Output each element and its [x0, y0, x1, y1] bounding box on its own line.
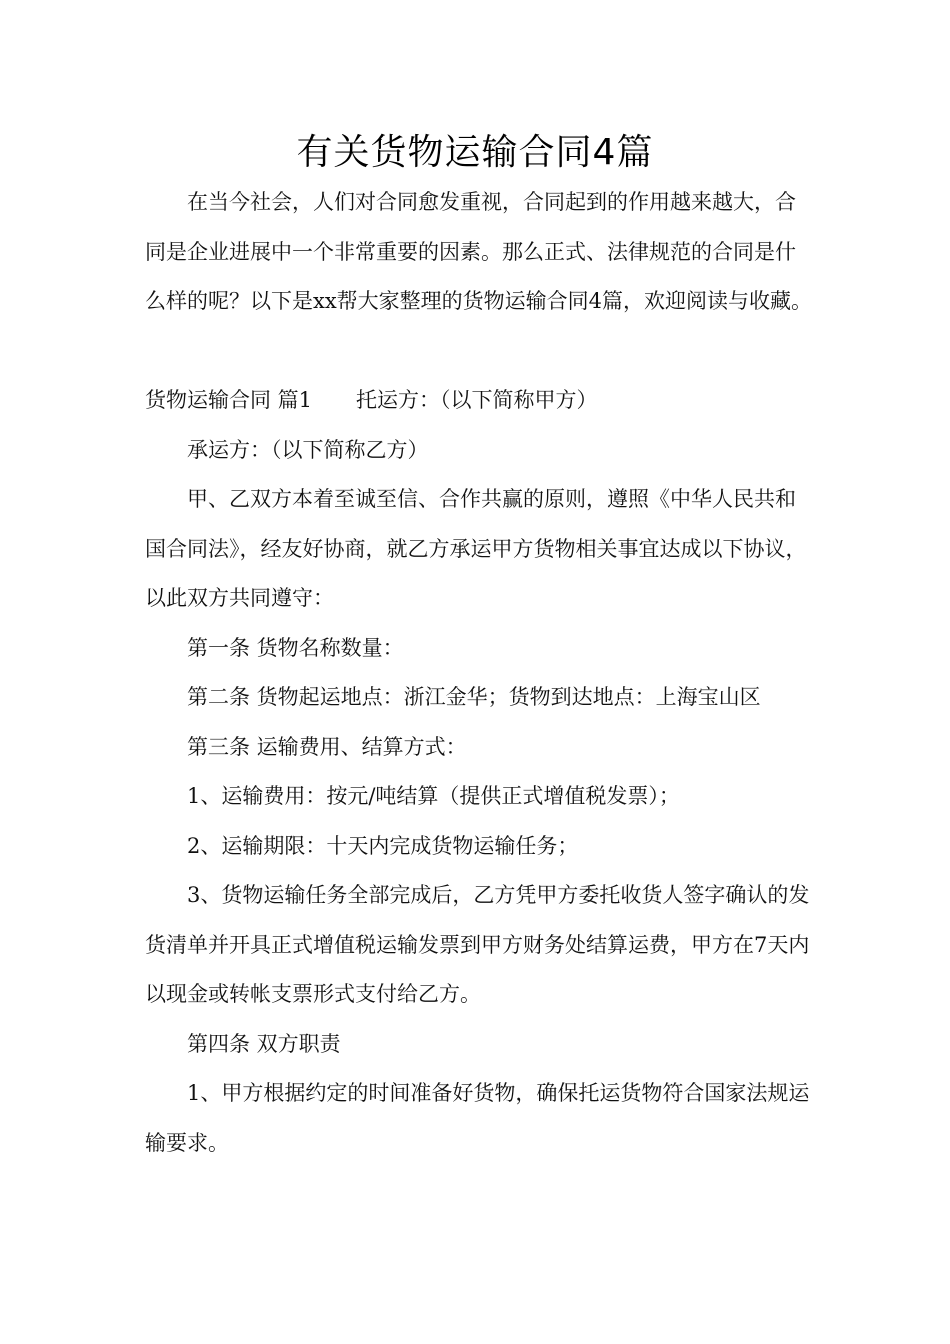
carrier-line: 承运方：（以下简称乙方）: [187, 437, 429, 462]
blank-line: [145, 327, 813, 377]
section-heading: 货物运输合同 篇1: [145, 388, 313, 412]
document-body: [145, 178, 813, 1168]
intro-paragraph: 在当今社会，人们对合同愈发重视，合同起到的作用越来越大，合同是企业进展中一个非常重要的因素。那么正式、法律规范的合同是什么样的呢？以下是xx帮大家整理的货物运输合同4篇，欢迎阅读与收藏。: [145, 190, 813, 313]
article-3-item-2: 2、运输期限：十天内完成货物运输任务；: [187, 833, 579, 858]
shipper-line: 托运方：（以下简称甲方）: [356, 388, 598, 412]
section-heading-line: [145, 376, 813, 426]
article-4-item-1: 1、甲方根据约定的时间准备好货物，确保托运货物符合国家法规运输要求。: [145, 1081, 810, 1155]
document-title: 有关货物运输合同4篇: [296, 132, 654, 173]
article-2: 第二条 货物起运地点：浙江金华；货物到达地点：上海宝山区: [187, 685, 761, 709]
article-3-item-1: 1、运输费用：按元/吨结算（提供正式增值税发票）；: [187, 784, 680, 808]
article-1: 第一条 货物名称数量：: [187, 635, 404, 660]
article-3: 第三条 运输费用、结算方式：: [187, 734, 467, 759]
preamble-paragraph: 甲、乙双方本着至诚至信、合作共赢的原则，遵照《中华人民共和国合同法》，经友好协商，就乙方承运甲方货物相关事宜达成以下协议，以此双方共同遵守：: [145, 487, 807, 610]
article-4: 第四条 双方职责: [187, 1031, 341, 1056]
article-3-item-3: 3、货物运输任务全部完成后，乙方凭甲方委托收货人签字确认的发货清单并开具正式增值税运输发票到甲方财务处结算运费，甲方在7天内以现金或转帐支票形式支付给乙方。: [145, 883, 810, 1006]
